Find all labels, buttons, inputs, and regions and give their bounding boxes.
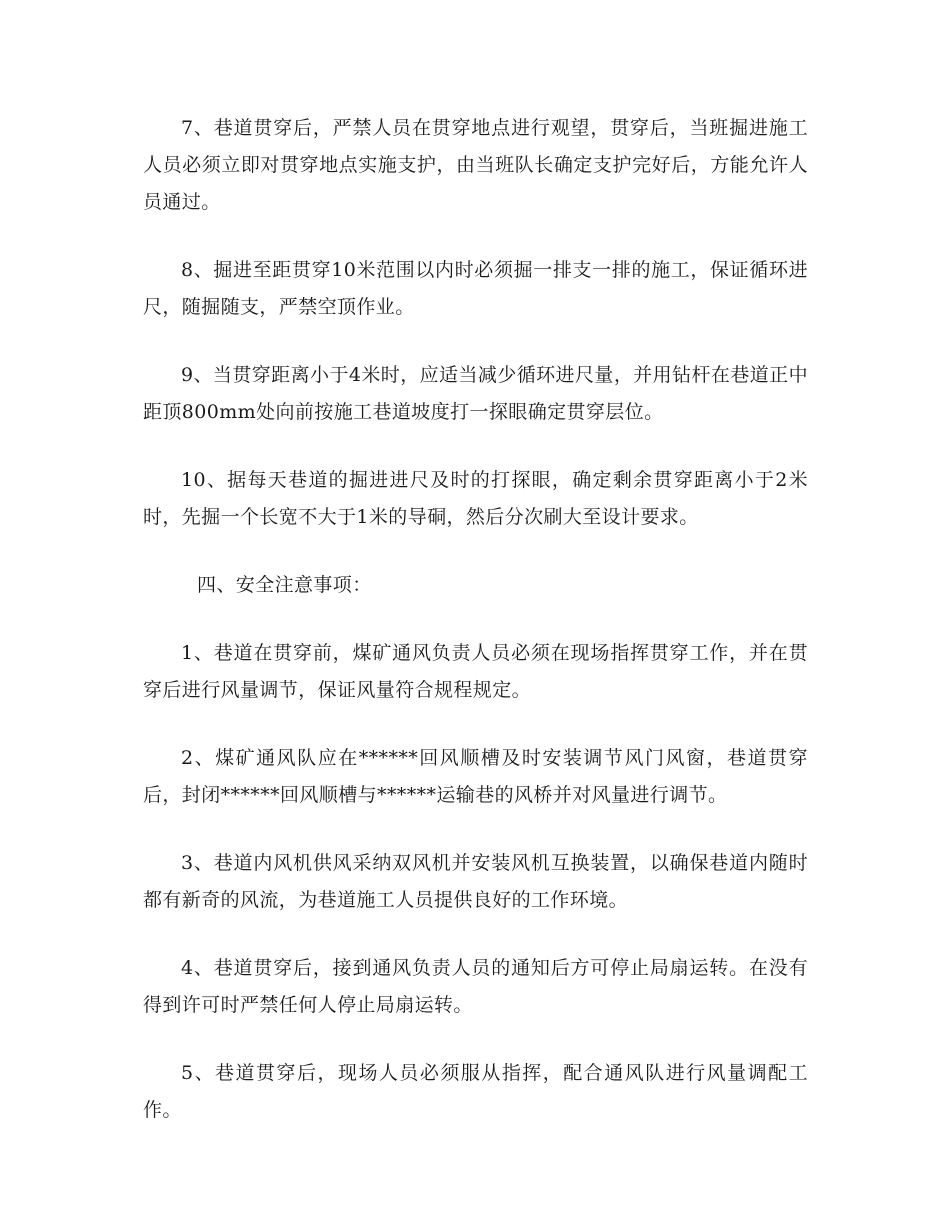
safety-item-5: 5、巷道贯穿后，现场人员必须服从指挥，配合通风队进行风量调配工作。: [143, 1062, 808, 1121]
safety-item-2: 2、煤矿通风队应在******回风顺槽及时安装调节风门风窗，巷道贯穿后，封闭******回风顺槽与******运输巷的风桥并对风量进行调节。: [143, 747, 808, 806]
paragraph-item-9: 9、当贯穿距离小于4米时，应适当减少循环进尺量，并用钻杆在巷道正中距顶800mm处向前按施工巷道坡度打一探眼确定贯穿层位。: [143, 364, 808, 423]
paragraph-item-8: 8、掘进至距贯穿10米范围以内时必须掘一排支一排的施工，保证循环进尺，随掘随支，严禁空顶作业。: [143, 259, 808, 318]
safety-item-1: 1、巷道在贯穿前，煤矿通风负责人员必须在现场指挥贯穿工作，并在贯穿后进行风量调节，保证风量符合规程规定。: [143, 642, 808, 701]
safety-item-3: 3、巷道内风机供风采纳双风机并安装风机互换装置，以确保巷道内随时都有新奇的风流，为巷道施工人员提供良好的工作环境。: [143, 852, 808, 911]
paragraph-item-10: 10、据每天巷道的掘进进尺及时的打探眼，确定剩余贯穿距离小于2米时，先掘一个长宽不大于1米的导硐，然后分次刷大至设计要求。: [143, 469, 808, 528]
safety-item-4: 4、巷道贯穿后，接到通风负责人员的通知后方可停止局扇运转。在没有得到许可时严禁任何人停止局扇运转。: [143, 957, 808, 1016]
paragraph-item-7: 7、巷道贯穿后，严禁人员在贯穿地点进行观望，贯穿后，当班掘进施工人员必须立即对贯穿地点实施支护，由当班队长确定支护完好后，方能允许人员通过。: [143, 117, 808, 213]
document-page: [143, 110, 808, 1160]
section-heading-safety: 四、安全注意事项：: [197, 574, 372, 596]
